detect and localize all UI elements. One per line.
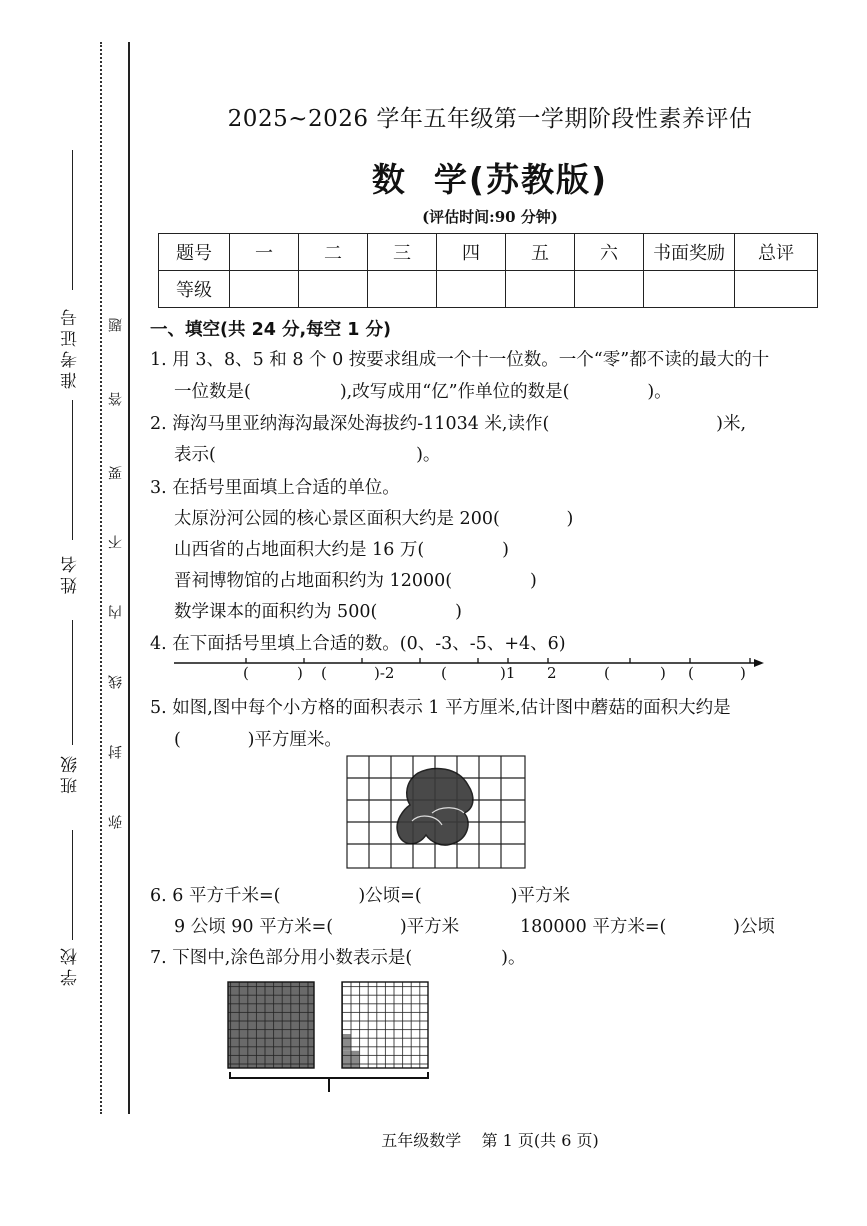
question-5-line-2[interactable]: ( )平方厘米。 [174,730,342,750]
question-3-item[interactable]: 数学课本的面积约为 500( ) [174,602,462,622]
table-cell: 总评 [735,234,818,271]
grade-cell[interactable] [299,271,368,308]
score-table-header-row [159,234,818,271]
numberline-label: ) [297,664,303,682]
seal-char: 题 [108,318,124,332]
question-2-line-1[interactable]: 2. 海沟马里亚纳海沟最深处海拔约-11034 米,读作( )米, [150,414,747,434]
table-cell: 五 [506,234,575,271]
table-cell: 一 [230,234,299,271]
name-label: 姓名 [61,552,81,594]
question-3-item[interactable]: 太原汾河公园的核心景区面积大约是 200( ) [174,509,574,529]
subject-title: 数 学(苏教版) [371,160,609,199]
numberline-label: ) [740,664,746,682]
dotted-cut-line [100,42,102,1114]
question-7-line-1[interactable]: 7. 下图中,涂色部分用小数表示是( )。 [150,948,526,968]
seal-char: 答 [108,392,124,406]
question-2-line-2[interactable]: 表示( )。 [174,445,441,465]
grade-cell[interactable] [735,271,818,308]
seal-char: 要 [108,466,124,480]
table-cell: 书面奖励 [644,234,735,271]
section-title: 一、填空(共 24 分,每空 1 分) [150,320,392,340]
class-label: 班级 [61,752,81,794]
exam-number-blank[interactable] [72,150,73,290]
question-3-title: 3. 在括号里面填上合适的单位。 [150,478,400,498]
table-cell: 题号 [159,234,230,271]
grade-cell[interactable] [644,271,735,308]
numberline-label: )1 [500,664,516,682]
question-3-item[interactable]: 晋祠博物馆的占地面积约为 12000( ) [174,571,537,591]
numberline-label: )-2 [374,664,395,682]
number-line [170,650,770,680]
table-cell: 三 [368,234,437,271]
exam-title: 2025~2026 学年五年级第一学期阶段性素养评估 [227,106,753,132]
numberline-label: ( [441,664,447,682]
seal-char: 不 [108,535,124,549]
numberline-label: 2 [547,664,557,682]
exam-time: (评估时间:90 分钟) [422,208,558,226]
score-table [158,233,818,308]
numberline-label: ( [688,664,694,682]
numberline-label: ( [321,664,327,682]
table-cell: 六 [575,234,644,271]
seal-char: 内 [108,605,124,619]
question-1-line-1: 1. 用 3、8、5 和 8 个 0 按要求组成一个十一位数。一个“零”都不读的最大的十 [150,350,770,370]
name-blank[interactable] [72,400,73,540]
grade-cell[interactable] [230,271,299,308]
exam-number-label: 准考证号 [61,305,81,389]
class-blank[interactable] [72,620,73,745]
numberline-label: ) [660,664,666,682]
question-1-line-2[interactable]: 一位数是( ),改写成用“亿”作单位的数是( )。 [174,382,672,402]
school-label: 学校 [61,944,81,986]
grade-cell[interactable] [437,271,506,308]
binding-line [128,42,130,1114]
question-6-line-2a[interactable]: 9 公顷 90 平方米=( )平方米 [174,917,460,937]
seal-char: 弥 [108,815,124,829]
seal-char: 封 [108,745,124,759]
school-blank[interactable] [72,830,73,940]
question-6-line-2b[interactable]: 180000 平方米=( )公顷 [520,917,775,937]
question-5-line-1: 5. 如图,图中每个小方格的面积表示 1 平方厘米,估计图中蘑菇的面积大约是 [150,698,731,718]
table-cell: 四 [437,234,506,271]
grade-cell[interactable] [506,271,575,308]
page-footer: 五年级数学 第 1 页(共 6 页) [381,1131,599,1150]
mushroom-grid-figure [346,755,528,871]
score-table-grade-row [159,271,818,308]
seal-char: 线 [108,675,124,689]
table-cell: 等级 [159,271,230,308]
hundred-grid-figure [222,978,436,1098]
numberline-label: ( [243,664,249,682]
question-6-line-1[interactable]: 6. 6 平方千米=( )公顷=( )平方米 [150,886,570,906]
numberline-label: ( [604,664,610,682]
question-3-item[interactable]: 山西省的占地面积大约是 16 万( ) [174,540,509,560]
grade-cell[interactable] [368,271,437,308]
question-4-title: 4. 在下面括号里填上合适的数。(0、-3、-5、+4、6) [150,634,566,654]
table-cell: 二 [299,234,368,271]
grade-cell[interactable] [575,271,644,308]
